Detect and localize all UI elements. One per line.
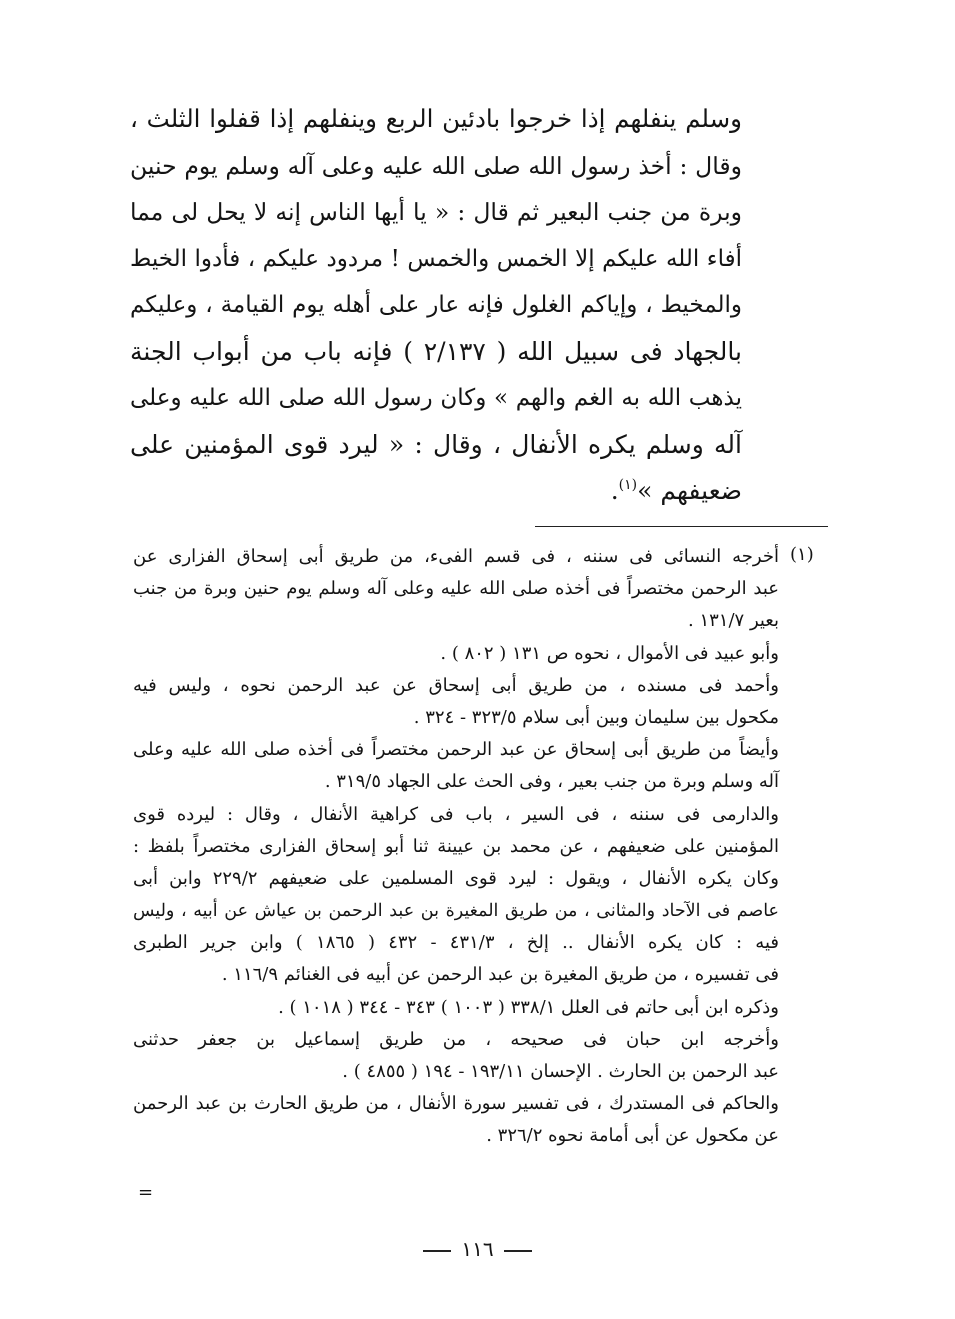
footnote-line: وأحمد فى مسنده ، من طريق أبى إسحاق عن عبد الرحمن نحوه ، وليس فيه: [133, 674, 779, 696]
main-text-line: أفاء الله عليكم إلا الخمس والخمس ! مردود عليكم ، فأدوا الخيط: [130, 245, 742, 272]
page-number-value: ١١٦: [461, 1237, 494, 1261]
footnote-line: عاصم فى الآحاد والمثانى ، من طريق المغيرة بن عبد الرحمن بن عياش عن أبيه ، وليس: [133, 901, 779, 922]
footnote-line: عن مكحول عن أبى أمامة نحوه ٣٢٦/٢ .: [486, 1125, 779, 1147]
main-text-line: وقال : أخذ رسول الله صلى الله عليه وعلى آله وسلم يوم حنين: [130, 151, 742, 180]
footnote-line: المؤمنين على ضعيفهم ، عن محمد بن عيينة ثنا أبو إسحاق الفزارى مختصراً بلفظ :: [133, 835, 779, 857]
main-text-line: وسلم ينفلهم إذا خرجوا بادئين الربع وينفلهم إذا قفلوا الثلث ،: [130, 104, 742, 133]
footnote-line: وذكره ابن أبى حاتم فى العلل ٣٣٨/١ ( ١٠٠٣ ) ٣٤٣ - ٣٤٤ ( ١٠١٨ ) .: [278, 996, 779, 1018]
footnote-marker: (١): [790, 544, 814, 565]
footnote-line: بعير ١٣١/٧ .: [688, 610, 779, 632]
footnote-line: آله وسلم وبرة من جنب بعير ، وفى الحث على الجهاد ٣١٩/٥ .: [324, 771, 779, 793]
main-text-last-words: ضعيفهم »: [637, 476, 742, 505]
main-text-line: وبرة من جنب البعير ثم قال : « يا أيها الناس إنه لا يحل لى مما: [130, 198, 742, 226]
footnote-line: عبد الرحمن مختصراً فى أخذه صلى الله عليه وعلى آله وسلم يوم حنين وبرة من جنب: [133, 578, 779, 600]
main-text-line: بالجهاد فى سبيل الله ( ٢/١٣٧ ) فإنه باب من أبواب الجنة: [130, 336, 743, 366]
page-number: [0, 1234, 955, 1264]
main-text: [130, 96, 742, 515]
footnote-reference: (١): [618, 477, 638, 493]
footnote-separator-rule: [535, 526, 828, 527]
footnote-line: مكحول بين سليمان وبين أبى سلام ٣٢٣/٥ - ٣٢٤ .: [413, 706, 779, 728]
page-number-dash: [423, 1250, 451, 1252]
continuation-mark: =: [138, 1182, 154, 1203]
footnote-line: والحاكم فى المستدرك ، فى تفسير سورة الأنفال ، من طريق الحارث بن عبد الرحمن: [133, 1093, 779, 1115]
footnote-line: وكان يكره الأنفال ، ويقول : ليرد قوى المسلمين على ضعيفهم ٢٢٩/٢ وابن أبى: [133, 867, 779, 889]
page-number-dash: [504, 1250, 532, 1252]
main-text-line: والمخيط ، وإياكم الغلول فإنه عار على أهله يوم القيامة ، وعليكم: [130, 292, 742, 318]
main-text-line: يذهب الله به الغم والهم » وكان رسول الله صلى الله عليه وعلى: [130, 385, 742, 411]
main-text-line: آله وسلم يكره الأنفال ، وقال : « ليرد قوى المؤمنين على: [130, 429, 742, 459]
footnote-line: وأخرجه ابن حبان فى صحيحه ، من طريق إسماعيل بن جعفر حدثنى: [133, 1028, 779, 1050]
main-text-last-line: [130, 468, 742, 515]
footnotes: [133, 541, 779, 1153]
footnote-line: أخرجه النسائى فى سننه ، فى قسم الفىء، من طريق أبى إسحاق الفزارى عن: [133, 546, 779, 567]
footnote-line: عبد الرحمن بن الحارث . الإحسان ١٩٣/١١ - ١٩٤ ( ٤٨٥٥ ) .: [342, 1061, 779, 1082]
footnote-line: وأبو عبيد فى الأموال ، نحوه ص ١٣١ ( ٨٠٢ ) .: [440, 642, 779, 664]
footnote-line: فى تفسيره ، من طريق المغيرة بن عبد الرحمن عن أبيه فى الغنائم ١١٦/٩ .: [221, 964, 779, 986]
footnote-line: والدارمى فى سننه ، فى السير ، باب فى كراهية الأنفال ، وقال : ليرده قوى: [133, 803, 779, 825]
footnote-line: فيه : كان يكره الأنفال .. إلخ ، ٤٣١/٣ - ٤٣٢ ( ١٨٦٥ ) وابن جرير الطبرى: [133, 932, 779, 954]
main-text-final-period: .: [610, 476, 619, 505]
footnote-line: وأيضاً من طريق أبى إسحاق عن عبد الرحمن مختصراً فى أخذه صلى الله عليه وعلى: [133, 739, 779, 761]
